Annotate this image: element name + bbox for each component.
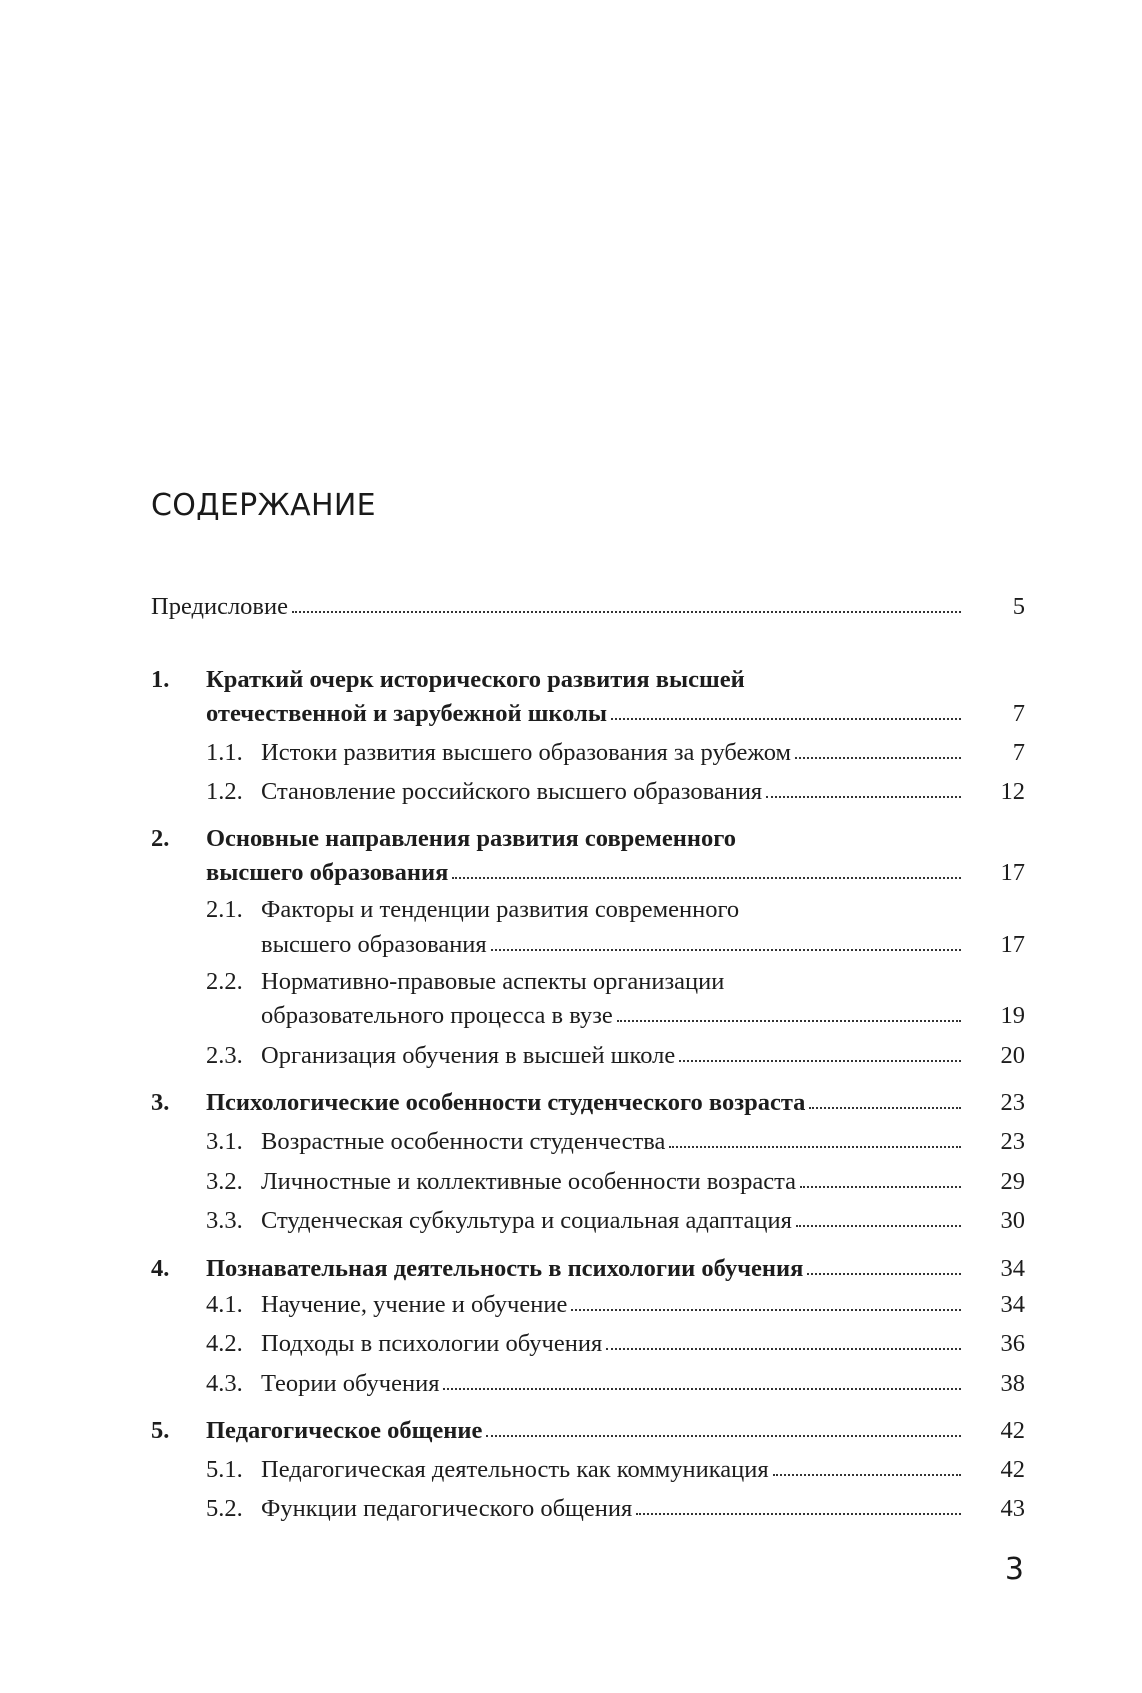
toc-section-4-1[interactable]	[151, 1288, 1025, 1321]
toc-chapter-title: Основные направления развития современного	[206, 825, 736, 852]
toc-entry-page: 23	[1000, 1128, 1025, 1155]
toc-leader-dots	[669, 1146, 961, 1148]
toc-entry-page: 34	[1000, 1255, 1025, 1282]
toc-section-number: 1.1.	[206, 739, 243, 766]
toc-section-title: Факторы и тенденции развития современного	[261, 896, 740, 923]
toc-leader-dots	[617, 1020, 961, 1022]
toc-section-number: 2.1.	[206, 896, 243, 923]
toc-entry-page: 17	[1000, 859, 1025, 886]
toc-chapter-number: 2.	[151, 825, 170, 852]
toc-section-3-3[interactable]	[151, 1204, 1025, 1237]
toc-section-4-3[interactable]	[151, 1367, 1025, 1400]
toc-section-title: Становление российского высшего образования	[261, 778, 763, 805]
toc-section-number: 3.3.	[206, 1207, 243, 1234]
toc-leader-dots	[486, 1435, 961, 1437]
toc-entry-page: 19	[1000, 1002, 1025, 1029]
toc-section-title: Нормативно-правовые аспекты организации	[261, 968, 725, 995]
toc-chapter-1-line2[interactable]	[151, 697, 1025, 730]
toc-entry-page: 42	[1000, 1456, 1025, 1483]
toc-section-3-1[interactable]	[151, 1125, 1025, 1158]
toc-chapter-title-cont: высшего образования	[206, 859, 449, 886]
toc-entry-page: 17	[1000, 931, 1025, 958]
toc-leader-dots	[292, 611, 961, 613]
toc-section-title: Подходы в психологии обучения	[261, 1330, 603, 1357]
toc-chapter-title: Познавательная деятельность в психологии обучения	[206, 1255, 804, 1282]
toc-leader-dots	[807, 1273, 961, 1275]
toc-section-2-3[interactable]	[151, 1039, 1025, 1072]
toc-leader-dots	[606, 1348, 961, 1350]
toc-leader-dots	[796, 1225, 961, 1227]
page-title: СОДЕРЖАНИЕ	[151, 488, 376, 523]
toc-chapter-title: Краткий очерк исторического развития высшей	[206, 666, 745, 693]
toc-entry-page: 29	[1000, 1168, 1025, 1195]
toc-leader-dots	[611, 718, 961, 720]
toc-entry-page: 7	[1012, 739, 1025, 766]
toc-chapter-title: Педагогическое общение	[206, 1417, 483, 1444]
toc-entry-page: 30	[1000, 1207, 1025, 1234]
toc-section-title: Теории обучения	[261, 1370, 440, 1397]
toc-entry-page: 38	[1000, 1370, 1025, 1397]
toc-section-1-2[interactable]	[151, 775, 1025, 808]
toc-leader-dots	[452, 877, 961, 879]
toc-entry-page: 36	[1000, 1330, 1025, 1357]
toc-leader-dots	[766, 796, 961, 798]
toc-section-number: 1.2.	[206, 778, 243, 805]
toc-section-title: Научение, учение и обучение	[261, 1291, 568, 1318]
toc-section-5-2[interactable]	[151, 1492, 1025, 1525]
toc-section-title: Возрастные особенности студенчества	[261, 1128, 666, 1155]
toc-section-title-cont: образовательного процесса в вузе	[261, 1002, 613, 1029]
toc-section-number: 3.2.	[206, 1168, 243, 1195]
toc-chapter-4[interactable]	[151, 1252, 1025, 1285]
toc-section-2-2-line1[interactable]	[151, 965, 1025, 998]
toc-chapter-number: 3.	[151, 1089, 170, 1116]
toc-chapter-number: 5.	[151, 1417, 170, 1444]
toc-section-number: 4.3.	[206, 1370, 243, 1397]
toc-section-title: Организация обучения в высшей школе	[261, 1042, 676, 1069]
toc-section-number: 5.1.	[206, 1456, 243, 1483]
toc-leader-dots	[773, 1474, 961, 1476]
toc-chapter-title: Психологические особенности студенческого возраста	[206, 1089, 806, 1116]
toc-section-title: Педагогическая деятельность как коммуникация	[261, 1456, 769, 1483]
toc-entry-page: 43	[1000, 1495, 1025, 1522]
toc-chapter-number: 4.	[151, 1255, 170, 1282]
page-number: 3	[1004, 1552, 1024, 1587]
toc-entry-page: 42	[1000, 1417, 1025, 1444]
toc-leader-dots	[795, 757, 961, 759]
toc-section-title: Функции педагогического общения	[261, 1495, 633, 1522]
toc-section-number: 5.2.	[206, 1495, 243, 1522]
toc-chapter-5[interactable]	[151, 1414, 1025, 1447]
toc-leader-dots	[443, 1388, 961, 1390]
toc-entry-page: 20	[1000, 1042, 1025, 1069]
toc-leader-dots	[636, 1513, 961, 1515]
toc-section-title-cont: высшего образования	[261, 931, 487, 958]
toc-section-number: 2.2.	[206, 968, 243, 995]
toc-chapter-3[interactable]	[151, 1086, 1025, 1119]
toc-section-title: Личностные и коллективные особенности возраста	[261, 1168, 796, 1195]
toc-leader-dots	[679, 1060, 961, 1062]
toc-entry-title: Предисловие	[151, 593, 288, 620]
toc-section-2-1-line1[interactable]	[151, 893, 1025, 926]
toc-entry-page: 5	[1012, 593, 1025, 620]
toc-entry-page: 12	[1000, 778, 1025, 805]
toc-section-title: Истоки развития высшего образования за рубежом	[261, 739, 792, 766]
toc-entry-page: 34	[1000, 1291, 1025, 1318]
toc-chapter-2-line1[interactable]	[151, 822, 1025, 855]
toc-section-number: 4.2.	[206, 1330, 243, 1357]
toc-section-title: Студенческая субкультура и социальная адаптация	[261, 1207, 792, 1234]
toc-section-number: 3.1.	[206, 1128, 243, 1155]
toc-leader-dots	[800, 1186, 961, 1188]
toc-section-4-2[interactable]	[151, 1327, 1025, 1360]
toc-leader-dots	[491, 949, 961, 951]
toc-chapter-title-cont: отечественной и зарубежной школы	[206, 700, 607, 727]
toc-leader-dots	[571, 1309, 961, 1311]
toc-section-1-1[interactable]	[151, 736, 1025, 769]
toc-section-2-2-line2[interactable]	[151, 999, 1025, 1032]
toc-leader-dots	[809, 1107, 961, 1109]
toc-section-number: 4.1.	[206, 1291, 243, 1318]
toc-section-5-1[interactable]	[151, 1453, 1025, 1486]
toc-section-number: 2.3.	[206, 1042, 243, 1069]
toc-entry-page: 7	[1012, 700, 1025, 727]
toc-chapter-2-line2[interactable]	[151, 856, 1025, 889]
toc-chapter-1-line1[interactable]	[151, 663, 1025, 696]
toc-entry-page: 23	[1000, 1089, 1025, 1116]
toc-entry-preface[interactable]	[151, 590, 1025, 623]
toc-section-2-1-line2[interactable]	[151, 928, 1025, 961]
toc-section-3-2[interactable]	[151, 1165, 1025, 1198]
toc-chapter-number: 1.	[151, 666, 170, 693]
